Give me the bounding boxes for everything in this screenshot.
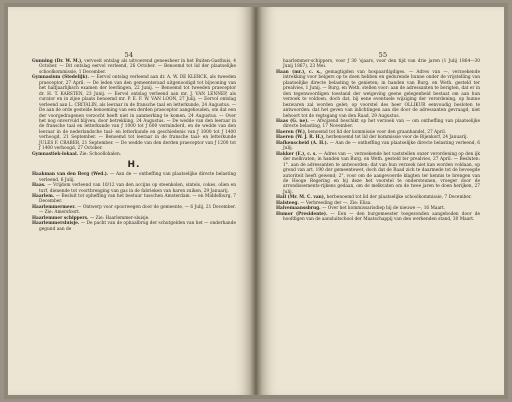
- index-entry: Humor (Presidente). — Een — den burgemeester toegezonden aangeboden door de hoofdigen van de aansluitschool der Maatschappij van den werkenden stand, 30 Maart.: [276, 211, 480, 223]
- index-entry: Haeren (W.), benoemd tot lid der kommissie voor den graanhandel, 27 April.: [276, 129, 447, 135]
- right-page: [262, 7, 504, 395]
- index-entry: Haarlemmermeer. — Ontwerp voor spoorwegen door de gemeente, — 6 Julij, 21 December. — Zie: Amersfoort.: [32, 204, 236, 216]
- index-entry: Haas (G. ne). — Afwijzend beschikt op het verzoek van — om ontheffing van plaatselijke directe belasting, 17 November.: [276, 118, 480, 130]
- left-page-text: [32, 59, 236, 232]
- book-gutter: [250, 7, 262, 395]
- left-page: [8, 7, 250, 395]
- index-entry: Haarlemmer schippers. — Zie: Haarlemmer-sluisje.: [32, 215, 150, 221]
- index-entry: Haarlem. — Besluit tot opheffing van het bestuur tusschen Amsterdam. — en Middelburg, 7 December.: [32, 193, 236, 205]
- index-entry: Halvemaanssbrug. — Over het kommissarisdiep bij de nieuwe —, 16 Maart.: [276, 206, 446, 212]
- index-entry-continued: haarlemmer-schippers, voor ƒ 30 'sjaars, voor den tijd van drie jaren (1 Julij 1864—30 Junij 1867), 23 Mei.: [283, 59, 480, 70]
- index-entry: Haarlemmersluisje. — De pacht van de ophaalbrug der schutgelden van het — onderhande gegund aan de: [32, 221, 236, 232]
- index-entry: Hall (Mr. M. C. van), herbenoemd tot lid der plaatselijke schoolkommissie, 7 December.: [276, 195, 472, 201]
- index-entry: Haas. — Vrijdom verleend van 10/12 van den accijns op steenkolen, sintels, cokes, olien en turf, dienende tot voortbrenging van gas in de fabrieken van haren zuiken, 29 Januarij.: [32, 183, 236, 194]
- section-letter: H.: [127, 160, 141, 171]
- index-entry: Haakman van den Berg (Wed.). — Aan de — ontheffing van plaatselijke directe belasting verleend, 6 Julij.: [32, 172, 236, 183]
- index-entry: Haeren (W. J. R. H.), herbenoemd tot lid der kommissie voor de Bijenkorf, 24 Januarij.: [276, 135, 468, 141]
- index-entry: Halsteeg. — Verbreeding der —. Zie: Elisa.: [276, 200, 372, 206]
- right-page-text: [276, 59, 480, 223]
- page-number-left: 54: [124, 51, 134, 59]
- page-number-right: 55: [378, 51, 388, 59]
- index-entry: Gymnastiek-lokaal. Zie: Schoollokalen.: [32, 151, 122, 157]
- book-spread: [4, 3, 508, 399]
- index-entry: Gunning (Dr. W. M.), vervoeit ontslag als uitvoerend geneesheer in het Buiten-Gasthuis, 4 October. — Dit ontslag eervol verleend, 26 October. — Benoemd tot lid der plaatselijke schoolkommissie, 1 December.: [32, 59, 236, 75]
- index-entry: Gymnasium (Stedelijk). — Eervol ontslag verleend aan dr. A. W. DE KLERCK, als tweeden praeceptor, 27 April. — De leden van den gemeenteraad uitgenoodigd tot bijwoning van het halfjaarlijksch examen der leerlingen, 22 Junij. — Benoemd tot tweeden praeceptor dr. H. T. KARSTEN, 23 Junij. — Eervol ontslag verleend aan mr. J. VAN LENNEP, als curator en in zijne plaats benoemd mr. P. E. F. W. VAN LOON, 27 Julij. — Eervol ontslag verleend aan L. CRITALIN, als leeraar in de fransche taal en letterkunde, 24 Augustus. — De aan de orde gestelde benoeming van een derden praeceptor aangehouden, om dat een der voorgedragenen verzocht heeft niet in aanmerking te komen, 24 Augustus. — Over het nog onvervuld blijven, door betrekking, 24 Augustus. — De wedde van den leeraar in de fransche taal en letterkunde van ƒ 1000 tot ƒ 600 verminderd, en de wedde van den leeraar in de nederlandsche taal- en letterkunde en geschiedenis van ƒ 1000 tot ƒ 1400 verhoogd, 21 September. — Benoemd tot leeraar in de fransche taal- en letterkunde JULES F. CRABER, 21 September. — De wedde van den derden praeceptor van ƒ 1200 tot ƒ 1400 verhoogd, 27 October.: [32, 75, 236, 152]
- index-entry: Haan (mr.), c. s., gemagtigden van hospaardigdiges. — Adres van —, verzoekende intrekking voor belgers op te doen hebben en gedurende hunne onder de vrijstelling van plaatselijke directe belasting te genieten; in handen van Burg. en Weth. gesteld ter prealvies, 1 Junij. — Burg. en Weth. stellen voor: aan de adressanten te berigten, dat er in den tegenwoordigen toestand der wetgeving geene gelegenheid bestaat om aan hun verzoek te voldoen, doch dat, bij eene eventuele wijziging der verordening, op hunne bezwaren zal worden gelet; op voorstel des heer OLLIKUR eenvoudig besloten te antwoorden: dat het geven van inlichtingen aan die door de adressanten gevraagd, niet behoort tot de regtsgang van den Raad, 29 Augustus.: [276, 69, 480, 119]
- index-entry: Hafkenscheid (A. H.). — Aan de — ontheffing van plaatselijke directe belasting verleend, 6 Julij.: [276, 140, 481, 152]
- index-entry: Hakker (E.), c. s. — Adres van —, verzoekende het vaststellen onzer verordening op den ijk der melkvaten; in handen van Burg. en Weth. gesteld ter prealvies, 27 April. — Besluten: 1°. aan de adressanten te antwoorden: dat van hun verzoek niet kan worden voldaan, op grond van art. 190 der gemeentewet, doch dat de Raad zich te daarmede tot de bevoegde autoriteit heeft gewend; 2°. voor om de aangevoerde klagten ter kennis te brengen van de Hooge Regering en bij deze het voorstel te ondersteunen, vroeger door de arrondissements-rijkens gedaan, om de melkvaten om de twee jaren te doen herijken, 27 Julij.: [276, 151, 480, 195]
